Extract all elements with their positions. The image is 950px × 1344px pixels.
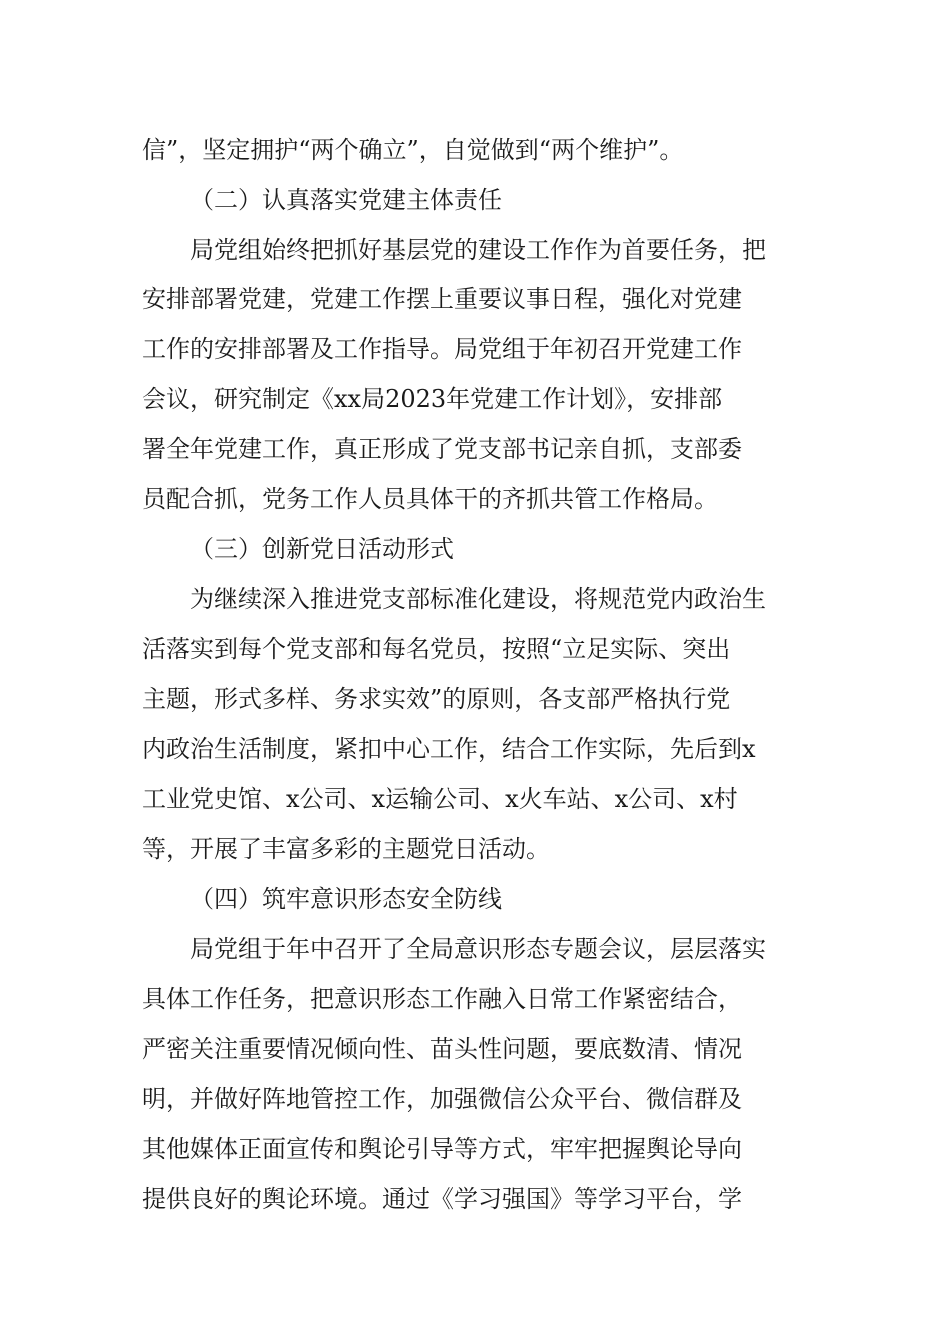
text-line: 内政治生活制度，紧扣中心工作，结合工作实际，先后到x xyxy=(142,735,756,763)
section-heading: （二）认真落实党建主体责任 xyxy=(190,186,502,214)
text-line: 安排部署党建，党建工作摆上重要议事日程，强化对党建 xyxy=(142,285,742,313)
text-line: 局党组于年中召开了全局意识形态专题会议，层层落实 xyxy=(190,935,766,963)
text-line: 信”，坚定拥护“两个确立”，自觉做到“两个维护”。 xyxy=(142,136,684,164)
text-line: 员配合抓，党务工作人员具体干的齐抓共管工作格局。 xyxy=(142,485,718,513)
section-heading: （四）筑牢意识形态安全防线 xyxy=(190,885,502,913)
text-line: 局党组始终把抓好基层党的建设工作作为首要任务，把 xyxy=(190,236,766,264)
text-line: 明，并做好阵地管控工作，加强微信公众平台、微信群及 xyxy=(142,1085,742,1113)
text-line: 严密关注重要情况倾向性、苗头性问题，要底数清、情况 xyxy=(142,1035,742,1063)
text-line: 为继续深入推进党支部标准化建设，将规范党内政治生 xyxy=(190,585,766,613)
text-line: 具体工作任务，把意识形态工作融入日常工作紧密结合， xyxy=(142,985,742,1013)
text-line: 等，开展了丰富多彩的主题党日活动。 xyxy=(142,835,550,863)
text-line: 会议，研究制定《xx局2023年党建工作计划》，安排部 xyxy=(142,385,723,413)
text-line: 工业党史馆、x公司、x运输公司、x火车站、x公司、x村 xyxy=(142,785,738,813)
text-line: 活落实到每个党支部和每名党员，按照“立足实际、突出 xyxy=(142,635,731,663)
text-line: 提供良好的舆论环境。通过《学习强国》等学习平台，学 xyxy=(142,1185,742,1213)
text-line: 署全年党建工作，真正形成了党支部书记亲自抓，支部委 xyxy=(142,435,742,463)
text-line: 工作的安排部署及工作指导。局党组于年初召开党建工作 xyxy=(142,335,742,363)
section-heading: （三）创新党日活动形式 xyxy=(190,535,454,563)
text-line: 其他媒体正面宣传和舆论引导等方式，牢牢把握舆论导向 xyxy=(142,1135,742,1163)
text-line: 主题，形式多样、务求实效”的原则，各支部严格执行党 xyxy=(142,685,731,713)
